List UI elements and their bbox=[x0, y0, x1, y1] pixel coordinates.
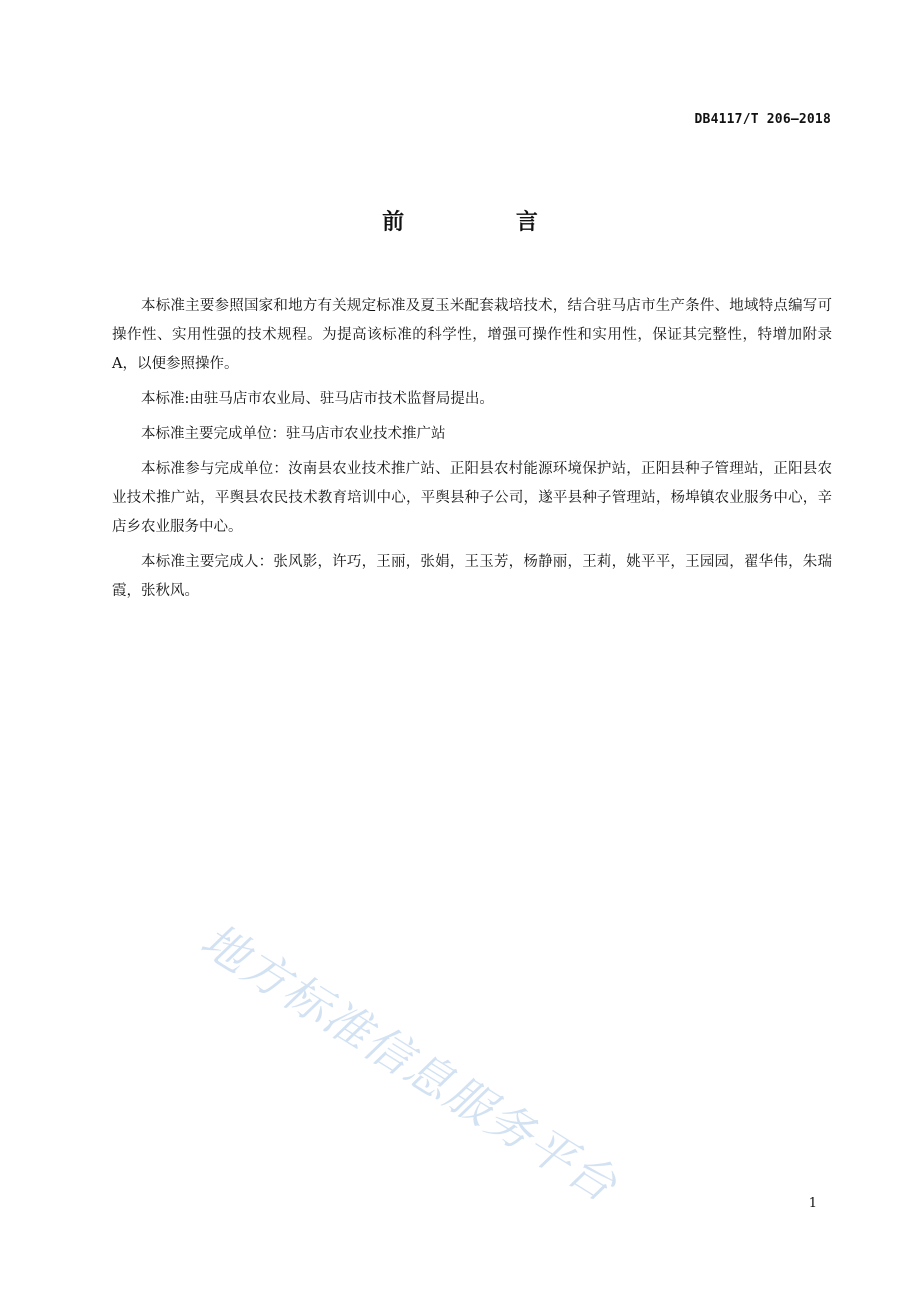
paragraph-drafters: 本标准主要完成人：张风影，许巧，王丽，张娟，王玉芳，杨静丽，王莉，姚平平，王园园，翟华伟，朱瑞霞，张秋风。 bbox=[112, 554, 832, 599]
paragraph-main-unit: 本标准主要完成单位：驻马店市农业技术推广站 bbox=[141, 426, 446, 442]
paragraph-participating-units: 本标准参与完成单位：汝南县农业技术推广站、正阳县农村能源环境保护站，正阳县种子管理站，正阳县农业技术推广站，平舆县农民技术教育培训中心，平舆县种子公司，遂平县种子管理站，杨埠镇农业服务中心，辛店乡农业服务中心。 bbox=[112, 461, 832, 535]
paragraph-scope: 本标准主要参照国家和地方有关规定标准及夏玉米配套栽培技术，结合驻马店市生产条件、地域特点编写可操作性、实用性强的技术规程。为提高该标准的科学性，增强可操作性和实用性，保证其完整性，特增加附录A，以便参照操作。 bbox=[112, 298, 832, 372]
paragraph-proposer: 本标准:由驻马店市农业局、驻马店市技术监督局提出。 bbox=[141, 391, 494, 407]
foreword-body bbox=[112, 292, 832, 612]
watermark: 地方标准信息服务平台 bbox=[191, 912, 628, 1213]
page-number: 1 bbox=[808, 1196, 817, 1211]
document-code: DB4117/T 206—2018 bbox=[694, 112, 831, 127]
page-title: 前 言 bbox=[382, 210, 590, 235]
